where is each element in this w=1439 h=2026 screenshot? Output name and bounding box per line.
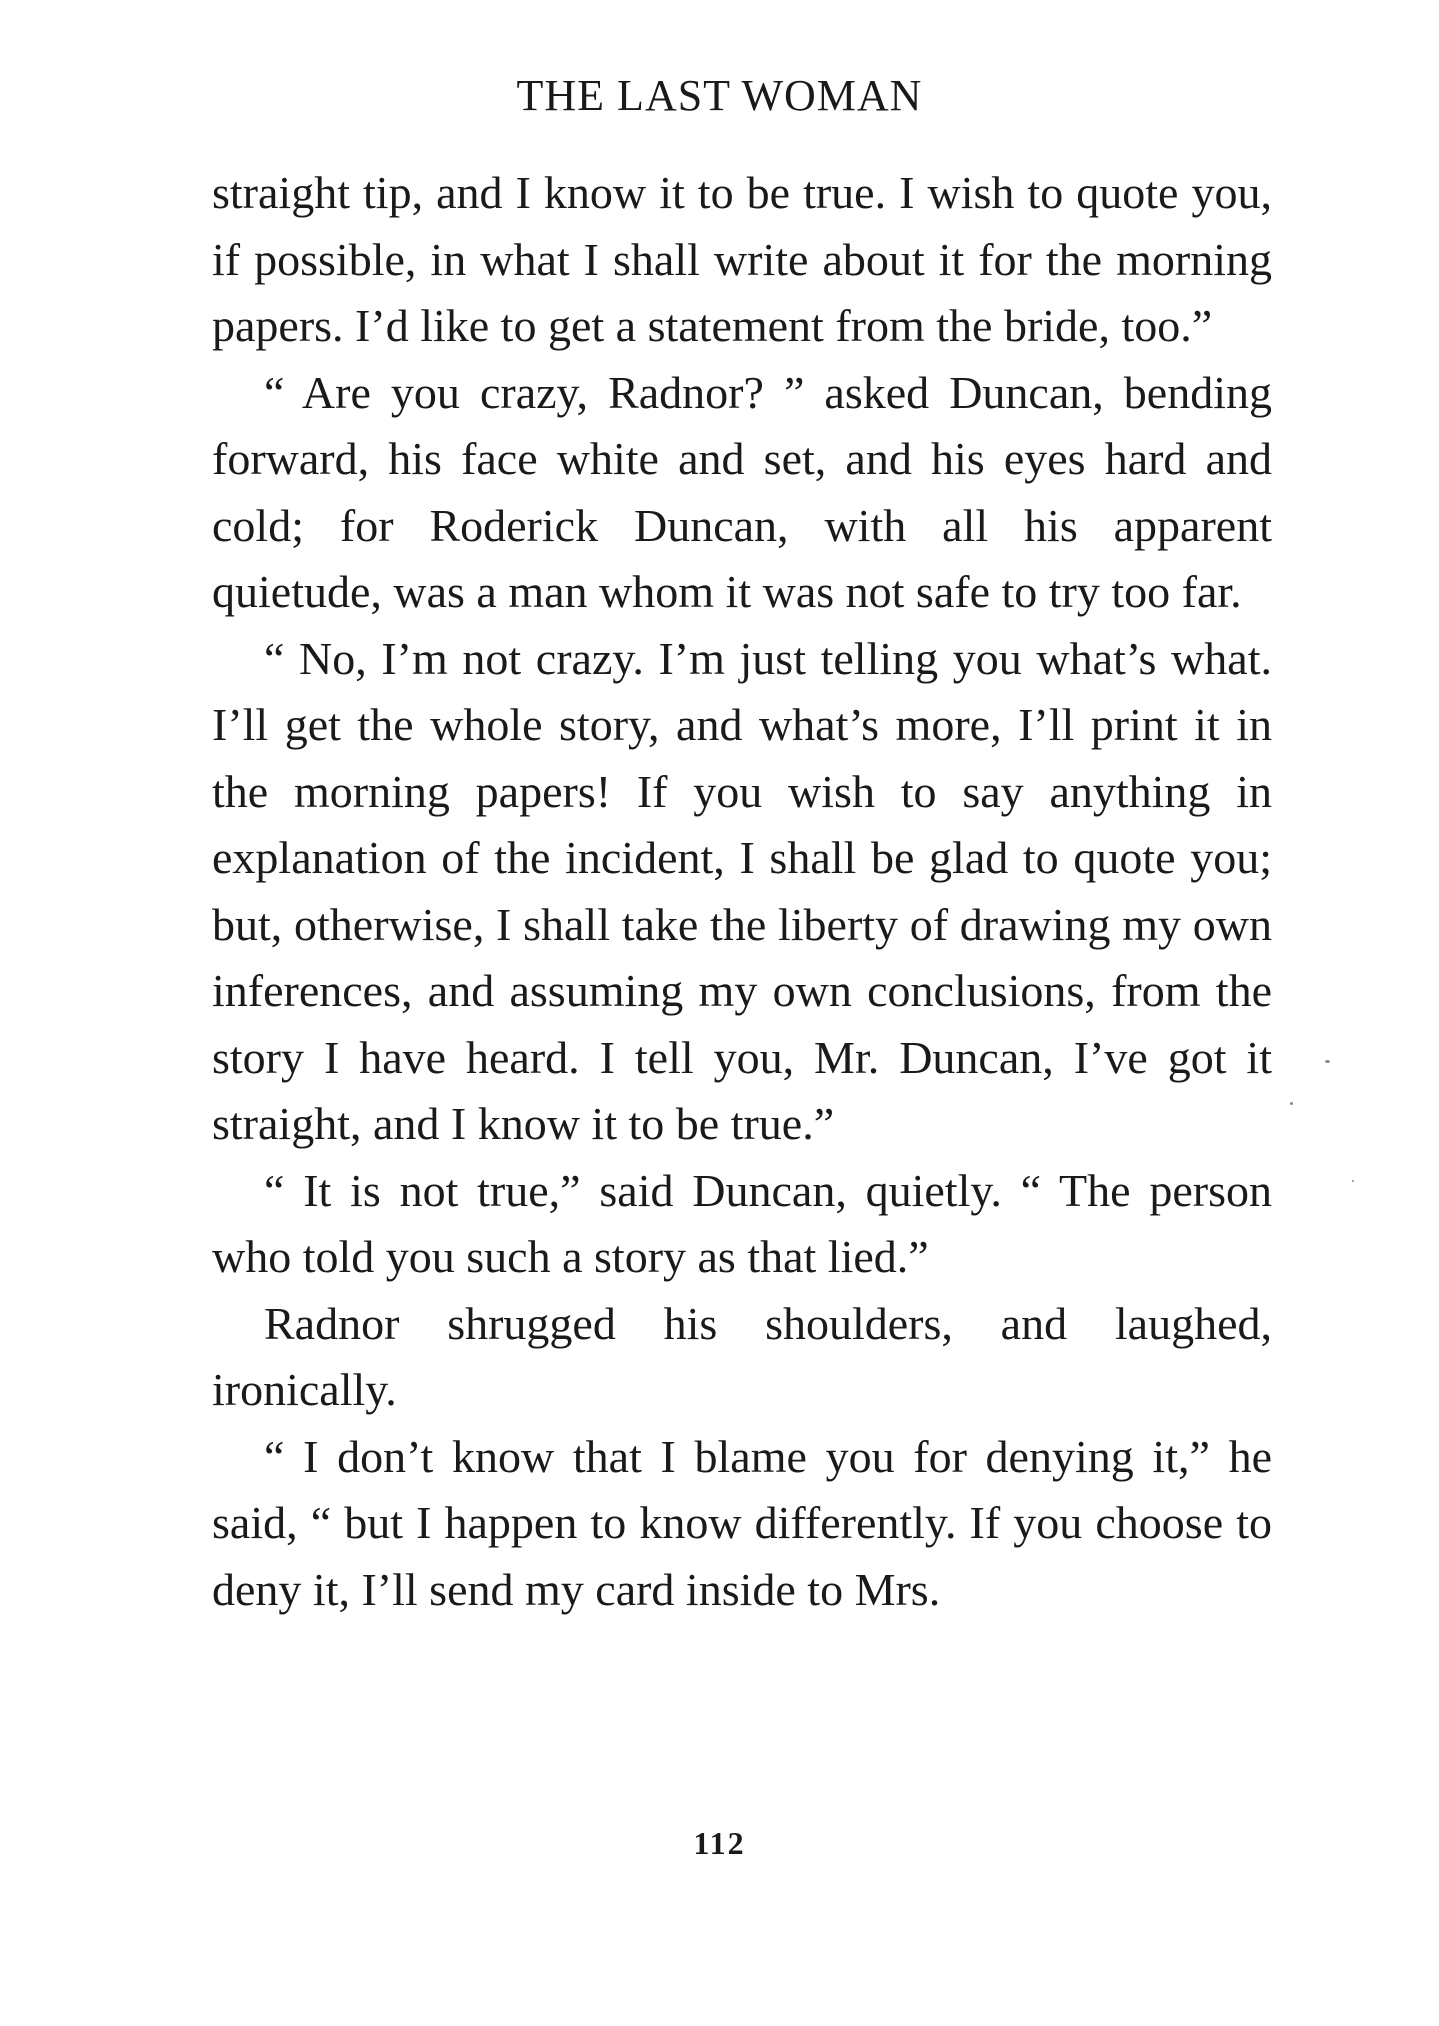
paragraph-radnor-insists: “ I don’t know that I blame you for denying it,” he said, “ but I happen to know differently. If you choose to deny it, I’ll send my card inside to Mrs. <box>212 1430 1272 1615</box>
paragraph-continuation: straight tip, and I know it to be true. I wish to quote you, if possible, in what I shall write about it for the morning papers. I’d like to get a statement from the bride, too.” <box>212 167 1272 351</box>
paragraph-radnor-reply: “ No, I’m not crazy. I’m just telling you what’s what. I’ll get the whole story, and what’s more, I’ll print it in the morning papers! If you wish to say anything in explanation of the incident, I shall be glad to quote you; but, otherwise, I shall take the liberty of drawing my own inferences, and assuming my own conclusions, from the story I have heard. I tell you, Mr. Duncan, I’ve got it straight, and I know it to be true.” <box>212 632 1272 1149</box>
running-head-title: THE LAST WOMAN <box>516 71 923 120</box>
page-number: 112 <box>693 1825 746 1861</box>
scan-speck <box>1290 1102 1293 1105</box>
body-text <box>212 160 1272 1623</box>
paragraph-radnor-shrug: Radnor shrugged his shoulders, and laughed, ironically. <box>212 1297 1272 1415</box>
paragraph-duncan-question: “ Are you crazy, Radnor? ” asked Duncan, bending forward, his face white and set, and his eyes hard and cold; for Roderick Duncan, with all his apparent quietude, was a man whom it was not safe to try too far. <box>212 366 1272 617</box>
scan-speck <box>1325 1060 1330 1063</box>
scan-speck <box>1352 1180 1354 1182</box>
paragraph-duncan-denial: “ It is not true,” said Duncan, quietly. “ The person who told you such a story as that lied.” <box>212 1164 1272 1282</box>
